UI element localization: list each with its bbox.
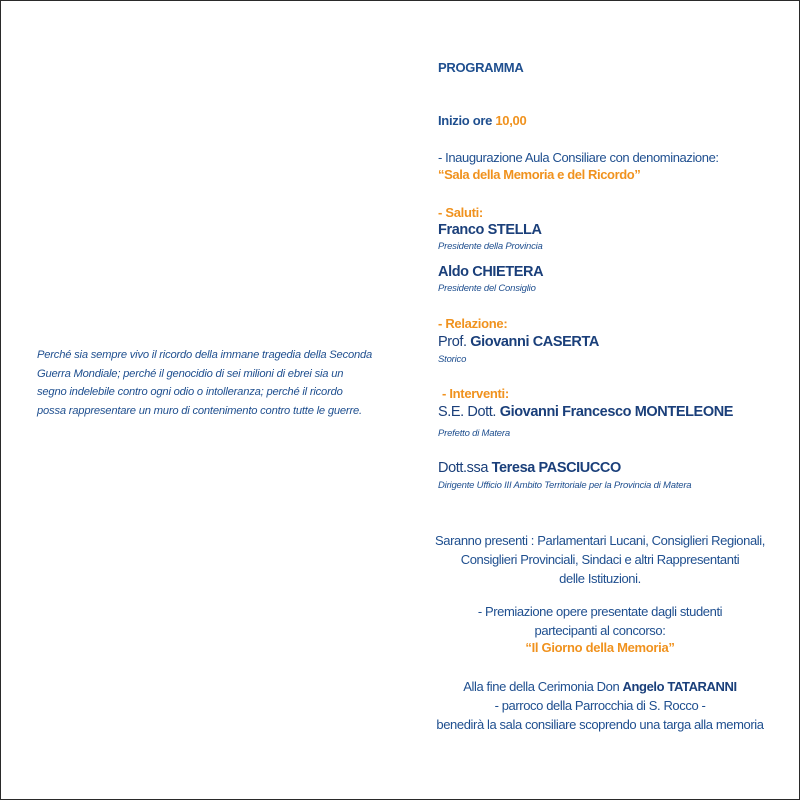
- programma-heading: PROGRAMMA: [438, 60, 524, 75]
- premiazione-line: - Premiazione opere presentate dagli studenti: [477, 604, 723, 619]
- speaker-role: Presidente del Consiglio: [438, 283, 536, 294]
- closing-block: [420, 677, 780, 734]
- interventi-label: - Interventi:: [442, 386, 509, 401]
- premiazione-line: partecipanti al concorso:: [534, 623, 666, 638]
- presenti-block: [420, 531, 780, 588]
- closing-line: Alla fine della Cerimonia Don Angelo TATARANNI: [463, 679, 737, 694]
- memorial-quote: [37, 346, 377, 420]
- speaker-name: Aldo CHIETERA: [438, 264, 544, 280]
- speaker-role: Dirigente Ufficio III Ambito Territoriale per la Provincia di Matera: [438, 480, 692, 491]
- presenti-line: delle Istituzioni.: [559, 571, 641, 586]
- inauguration-line: - Inaugurazione Aula Consiliare con denominazione:: [438, 150, 719, 165]
- start-time-line: [438, 113, 526, 128]
- quote-line: segno indelebile contro ogni odio o intolleranza; perché il ricordo: [37, 386, 343, 398]
- speaker-name: Dott.ssa Teresa PASCIUCCO: [438, 460, 621, 476]
- presenti-line: Saranno presenti : Parlamentari Lucani, Consiglieri Regionali,: [434, 533, 765, 548]
- relazione-label: - Relazione:: [438, 316, 508, 331]
- closing-line: - parroco della Parrocchia di S. Rocco -: [494, 698, 706, 713]
- premiazione-block: [420, 602, 780, 640]
- presenti-line: Consiglieri Provinciali, Sindaci e altri Rappresentanti: [460, 552, 740, 567]
- contest-name: “Il Giorno della Memoria”: [525, 640, 675, 655]
- quote-line: possa rappresentare un muro di contenimento contro tutte le guerre.: [37, 404, 362, 417]
- speaker-role: Storico: [438, 354, 467, 365]
- speaker-name: Prof. Giovanni CASERTA: [438, 334, 599, 350]
- start-time: 10,00: [495, 113, 527, 128]
- quote-line: Guerra Mondiale; perché il genocidio di sei milioni di ebrei sia un: [37, 367, 344, 380]
- speaker-role: Presidente della Provincia: [438, 241, 543, 252]
- saluti-label: - Saluti:: [438, 205, 483, 220]
- quote-line: Perché sia sempre vivo il ricordo della immane tragedia della Seconda: [37, 349, 373, 361]
- speaker-name: S.E. Dott. Giovanni Francesco MONTELEONE: [438, 404, 734, 420]
- start-label: Inizio ore: [438, 113, 493, 128]
- closing-line: benedirà la sala consiliare scoprendo una targa alla memoria: [436, 717, 764, 732]
- speaker-name: Franco STELLA: [438, 222, 542, 238]
- speaker-role: Prefetto di Matera: [438, 428, 510, 439]
- room-name: “Sala della Memoria e del Ricordo”: [438, 167, 641, 182]
